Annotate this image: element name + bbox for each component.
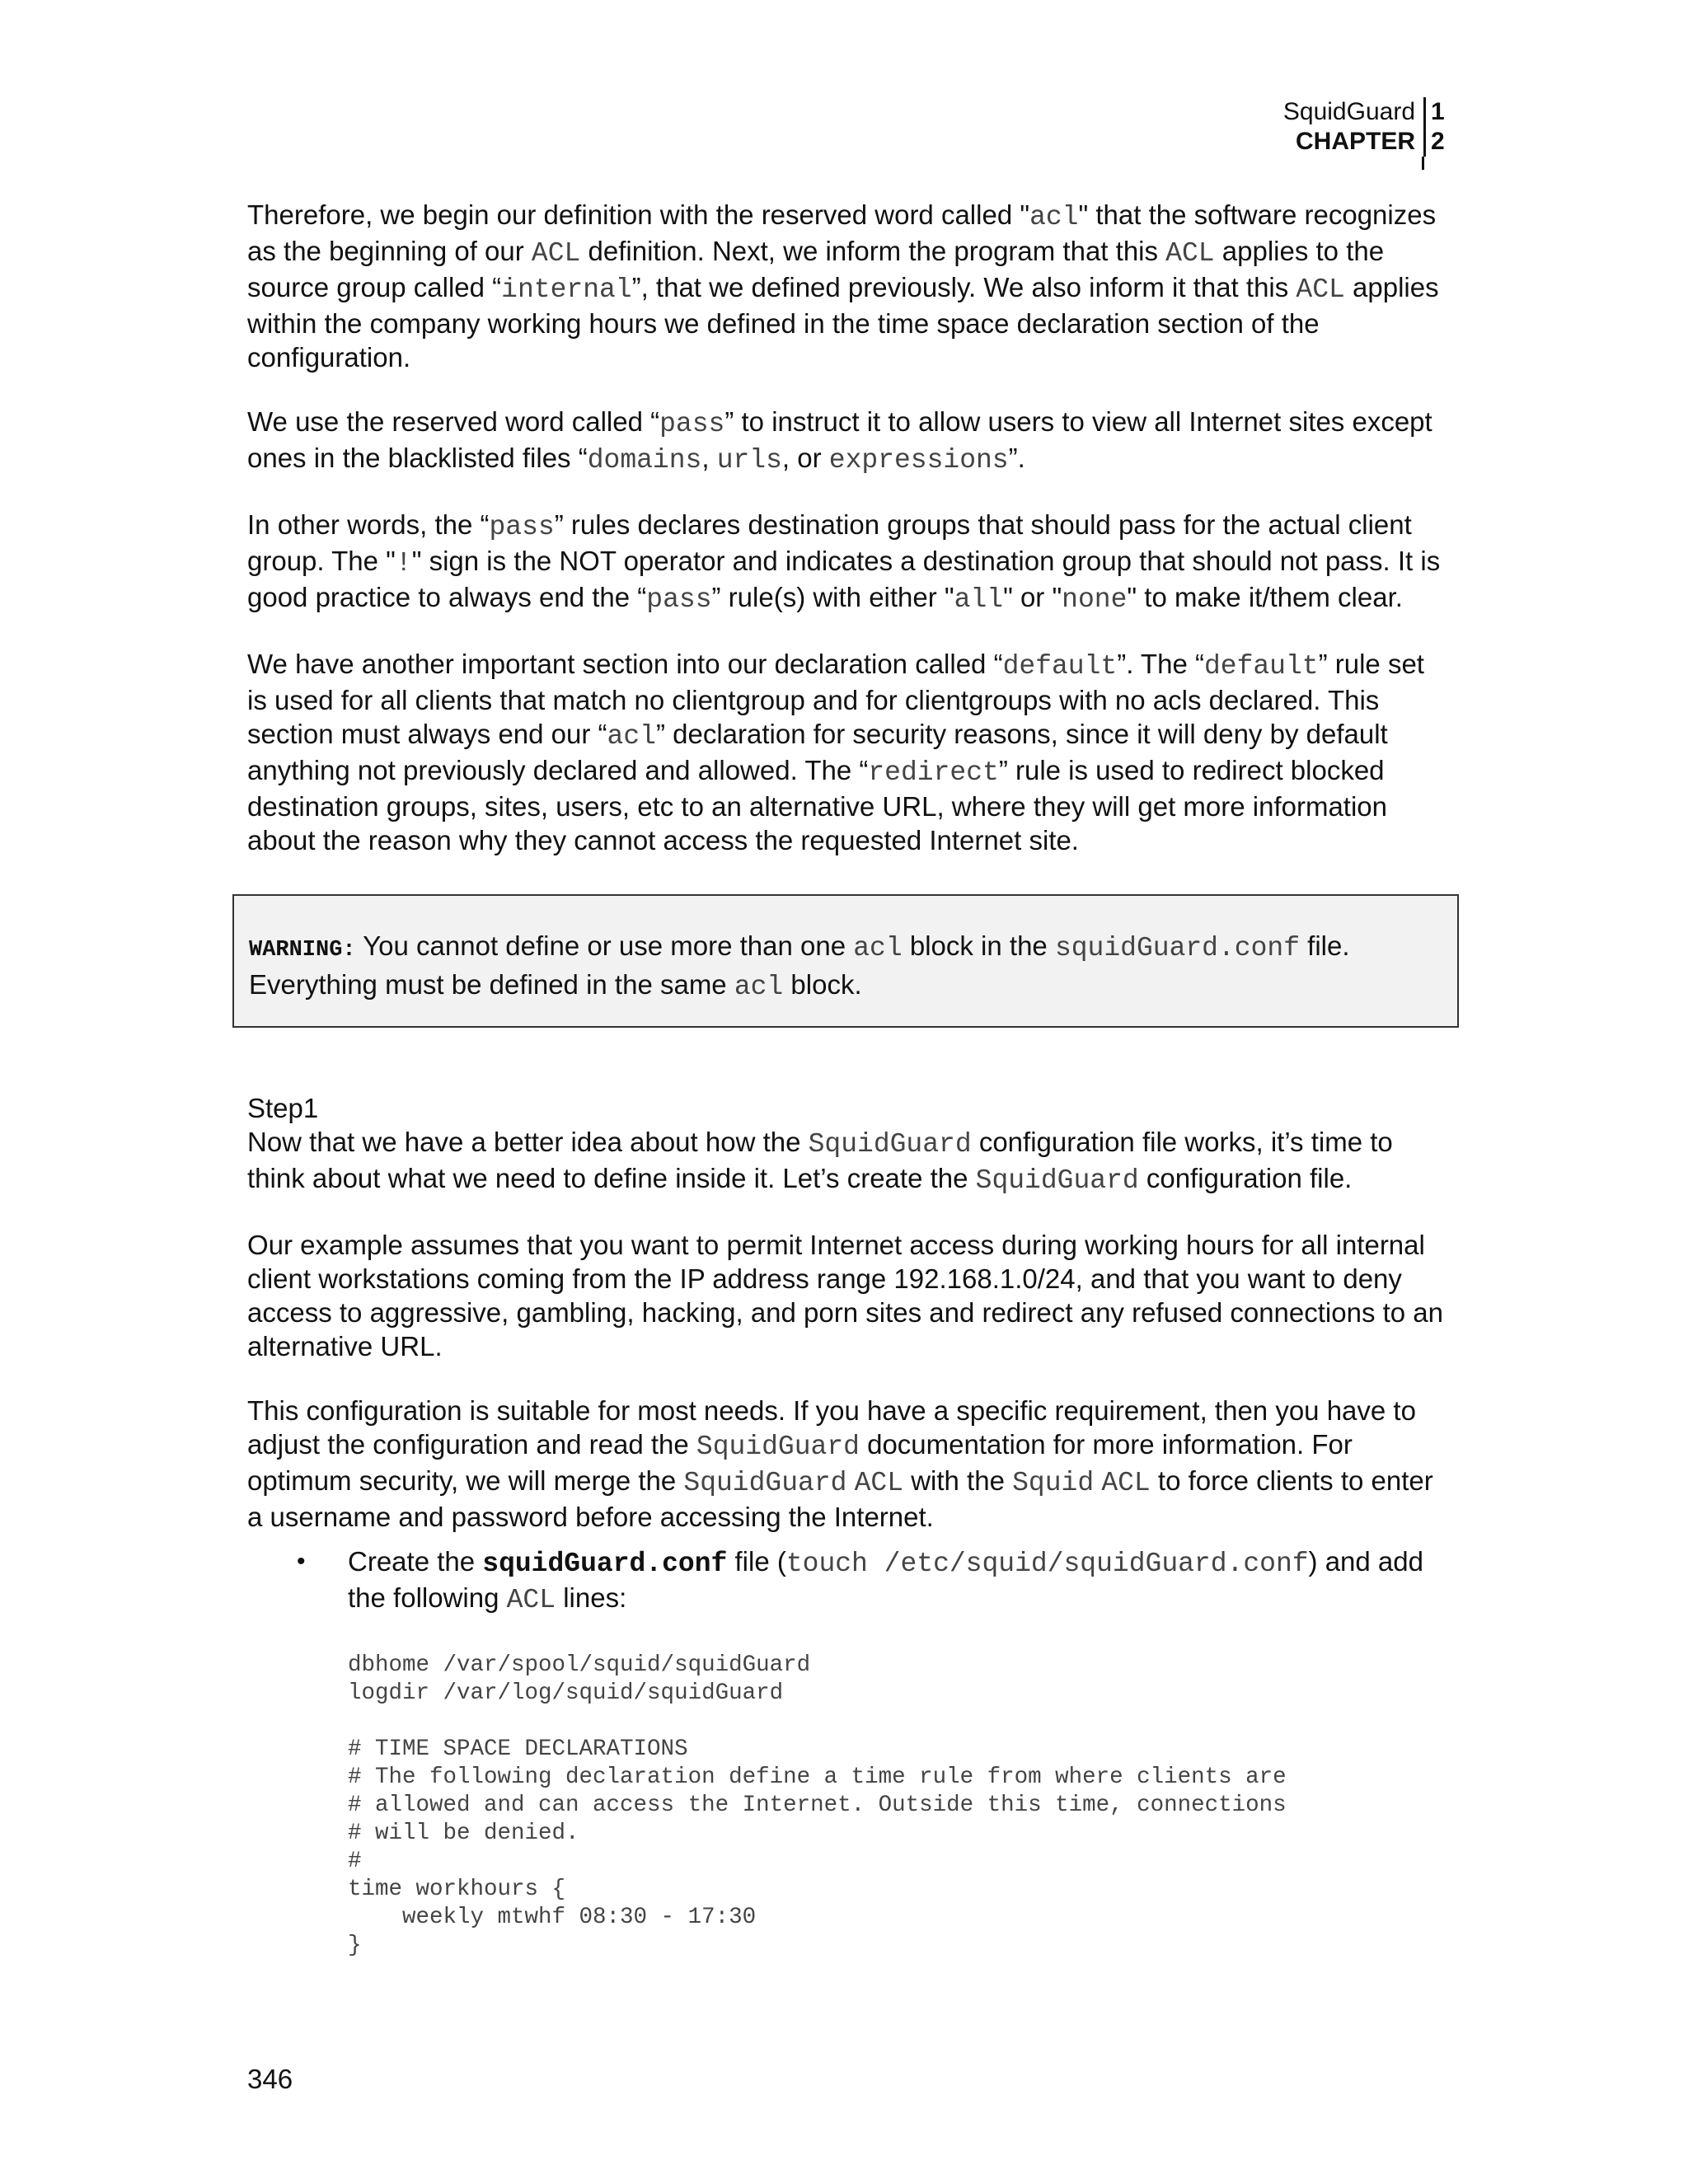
paragraph-pass-word <box>247 405 1451 477</box>
body-text <box>247 198 1451 888</box>
code-line: # TIME SPACE DECLARATIONS <box>348 1736 688 1762</box>
code-term: pass <box>489 512 555 542</box>
code-term: redirect <box>868 757 999 788</box>
code-line: } <box>348 1933 362 1958</box>
code-term: SquidGuard <box>696 1432 860 1462</box>
code-term: SquidGuard <box>683 1468 847 1498</box>
code-term: acl <box>1029 202 1079 232</box>
text: ” declaration for security reasons, since it will deny by default anything not previously declared and allowed. The “ <box>247 719 1388 785</box>
text <box>1094 1465 1101 1496</box>
text: We use the reserved word called “ <box>247 406 660 437</box>
paragraph-step-intro <box>247 1125 1451 1197</box>
code-term: all <box>954 584 1004 615</box>
text: ” rule is used to redirect blocked destination groups, sites, users, etc to an alternative URL, where they will get more information about the reason why they cannot access the requested Internet site. <box>247 755 1388 855</box>
code-term: squidGuard.conf <box>1054 933 1301 963</box>
bullet-text <box>348 1544 1451 1617</box>
code-term: pass <box>646 584 712 615</box>
code-term: urls <box>716 445 782 476</box>
text: applies to the source group called “ <box>247 236 1385 302</box>
code-term-bold: squidGuard.conf <box>482 1549 728 1579</box>
paragraph-configuration-suitable <box>247 1394 1451 1534</box>
header-rule <box>1422 157 1447 170</box>
bullet-symbol: • <box>297 1548 306 1575</box>
text: " or " <box>1003 582 1062 612</box>
header-row-2 <box>1283 127 1447 157</box>
code-term: internal <box>501 274 632 305</box>
header-row-1 <box>1283 97 1447 127</box>
code-line: # will be denied. <box>348 1821 579 1846</box>
text: ” rule(s) with either " <box>711 582 954 612</box>
code-term: expressions <box>828 445 1009 476</box>
code-term: default <box>1002 651 1118 682</box>
text: ” rules declares destination groups that should pass for the actual client group. The " <box>247 509 1412 576</box>
code-term: acl <box>734 972 784 1002</box>
text: ”. The “ <box>1117 649 1204 679</box>
code-term: Squid <box>1012 1468 1095 1498</box>
code-line <box>348 1708 1287 1736</box>
code-line: weekly mtwhf 08:30 - 17:30 <box>348 1905 757 1930</box>
code-term: ACL <box>506 1585 556 1615</box>
step-section <box>247 1091 1451 1564</box>
text: file. Everything must be defined in the same <box>249 930 1350 1000</box>
text: block. <box>783 969 862 1000</box>
code-term: ACL <box>531 238 581 269</box>
text: lines: <box>556 1582 627 1613</box>
code-line: # The following declaration define a time rule from where clients are <box>348 1765 1287 1790</box>
paragraph-pass-rules <box>247 508 1451 616</box>
text: " sign is the NOT operator and indicates a destination group that should not pass. It is good practice to always end the “ <box>247 546 1441 612</box>
header-chapter-label: CHAPTER <box>1295 128 1415 155</box>
text: to force clients to enter a username and password before accessing the Internet. <box>247 1465 1433 1532</box>
bullet-item <box>247 1544 1451 1617</box>
text: " to make it/them clear. <box>1127 582 1403 612</box>
header-title: SquidGuard <box>1282 98 1415 125</box>
code-line: logdir /var/log/squid/squidGuard <box>348 1680 784 1706</box>
text: ” to instruct it to allow users to view all Internet sites except ones in the blacklisted files “ <box>247 406 1432 473</box>
text: definition. Next, we inform the program that this <box>580 236 1166 266</box>
header-number-1: 1 <box>1423 97 1447 127</box>
code-term: SquidGuard <box>975 1165 1139 1196</box>
code-line: time workhours { <box>348 1877 566 1902</box>
code-line: # allowed and can access the Internet. Outside this time, connections <box>348 1793 1287 1818</box>
text: ) and add the following <box>348 1546 1423 1613</box>
step-title: Step1 <box>247 1093 319 1123</box>
running-header <box>1283 97 1447 170</box>
code-term: ACL <box>1296 274 1345 305</box>
code-term: acl <box>853 933 903 963</box>
text: This configuration is suitable for most needs. If you have a specific requirement, then you have to adjust the configuration and read the <box>247 1395 1416 1460</box>
code-term: domains <box>587 445 702 476</box>
code-term: touch /etc/squid/squidGuard.conf <box>785 1549 1309 1579</box>
text: ” rule set is used for all clients that match no clientgroup and for clientgroups with no acls declared. This section must always end our “ <box>247 649 1424 749</box>
warning-box <box>232 894 1459 1028</box>
header-number-2: 2 <box>1423 127 1447 157</box>
text: You cannot define or use more than one <box>355 930 854 961</box>
warning-label: WARNING: <box>249 938 356 963</box>
paragraph-example-assumes: Our example assumes that you want to permit Internet access during working hours for all internal client workstations coming from the IP address range 192.168.1.0/24, and that you want to deny access to aggressive, gambling, hacking, and porn sites and redirect any refused connections to an alternative URL. <box>247 1230 1444 1361</box>
text: configuration file works, it’s time to think about what we need to define inside it. Let’s create the <box>247 1127 1393 1193</box>
text: block in the <box>902 930 1055 961</box>
text: Create the <box>348 1546 483 1577</box>
text: , <box>701 443 717 473</box>
code-term: ACL <box>1101 1468 1151 1498</box>
code-block <box>348 1652 1287 1960</box>
text: file ( <box>727 1546 786 1577</box>
text: ”. <box>1008 443 1025 473</box>
page-number: 346 <box>247 2064 293 2094</box>
code-term: ! <box>395 548 412 579</box>
code-term: ACL <box>854 1468 904 1498</box>
text: with the <box>903 1465 1013 1496</box>
code-term: ACL <box>1165 238 1215 269</box>
text: ”, that we defined previously. We also inform it that this <box>631 272 1296 302</box>
code-line: # <box>348 1849 362 1874</box>
code-term: SquidGuard <box>808 1129 972 1160</box>
text <box>846 1465 854 1496</box>
text: In other words, the “ <box>247 509 490 540</box>
paragraph-default-section <box>247 647 1451 857</box>
text: Therefore, we begin our definition with the reserved word called " <box>247 199 1030 230</box>
text: " that the software recognizes as the beginning of our <box>247 199 1437 266</box>
code-line: dbhome /var/spool/squid/squidGuard <box>348 1652 811 1678</box>
text: configuration file. <box>1138 1163 1353 1193</box>
code-term: default <box>1203 651 1319 682</box>
text: , or <box>781 443 829 473</box>
text: documentation for more information. For optimum security, we will merge the <box>247 1429 1353 1496</box>
code-term: acl <box>607 721 656 752</box>
paragraph-acl-definition <box>247 198 1451 374</box>
text: We have another important section into our declaration called “ <box>247 649 1003 679</box>
code-term: pass <box>659 409 725 439</box>
text: Now that we have a better idea about how the <box>247 1127 809 1157</box>
text: applies within the company working hours we defined in the time space declaration section of the configuration. <box>247 272 1439 373</box>
code-term: none <box>1062 584 1128 615</box>
